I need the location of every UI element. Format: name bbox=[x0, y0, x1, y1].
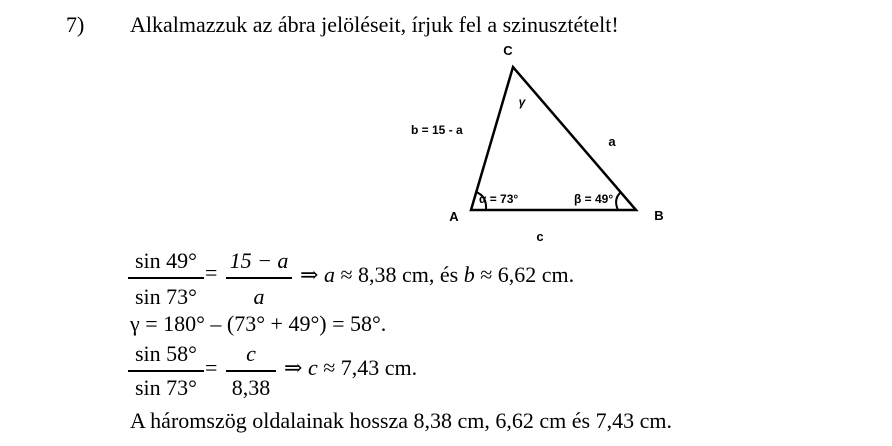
problem-number: 7) bbox=[66, 12, 85, 37]
eq1-lhs-denominator: sin 73° bbox=[135, 284, 197, 309]
eq1-rhs-fraction-bar bbox=[226, 277, 292, 279]
eq1-result-text-2: ≈ 6,62 cm. bbox=[474, 262, 575, 287]
eq1-equals: = bbox=[205, 260, 218, 285]
angle-gamma-label: γ bbox=[518, 95, 526, 109]
var-c: c bbox=[307, 355, 318, 380]
eq1-lhs-numerator: sin 49° bbox=[135, 248, 197, 273]
eq1-result-text-1: ≈ 8,38 cm, és bbox=[334, 262, 464, 287]
side-b-label: b = 15 - a bbox=[411, 123, 463, 137]
side-a-label: a bbox=[608, 134, 616, 149]
eq2-rhs-numerator: c bbox=[246, 341, 256, 366]
side-c-label: c bbox=[536, 229, 544, 244]
eq2-result-text: ≈ 7,43 cm. bbox=[317, 355, 418, 380]
vertex-b-label: B bbox=[654, 208, 664, 223]
eq2-equals: = bbox=[205, 355, 218, 380]
var-a: a bbox=[323, 262, 335, 287]
problem-statement: Alkalmazzuk az ábra jelöléseit, írjuk fel a szinusztételt! bbox=[130, 12, 619, 37]
vertex-c-label: C bbox=[503, 43, 513, 58]
eq2-result bbox=[284, 357, 417, 379]
eq1-lhs-fraction-bar bbox=[128, 277, 204, 279]
gamma-calculation: γ = 180° – (73° + 49°) = 58°. bbox=[130, 311, 387, 336]
angle-alpha-label: α = 73° bbox=[479, 192, 519, 206]
angle-beta-label: β = 49° bbox=[574, 192, 614, 206]
angle-beta-arc bbox=[616, 192, 621, 210]
eq2-lhs-fraction-bar bbox=[128, 370, 204, 372]
vertex-a-label: A bbox=[449, 209, 459, 224]
eq2-lhs-numerator: sin 58° bbox=[135, 341, 197, 366]
eq2-rhs-fraction-bar bbox=[226, 370, 276, 372]
implies-arrow: ⇒ bbox=[284, 355, 303, 380]
eq2-lhs-denominator: sin 73° bbox=[135, 375, 197, 400]
eq1-rhs-denominator: a bbox=[253, 284, 265, 309]
implies-arrow: ⇒ bbox=[300, 262, 319, 287]
eq1-result bbox=[300, 264, 574, 286]
eq1-rhs-numerator: 15 − a bbox=[229, 248, 289, 273]
conclusion: A háromszög oldalainak hossza 8,38 cm, 6,62 cm és 7,43 cm. bbox=[130, 408, 672, 433]
var-b: b bbox=[463, 262, 475, 287]
eq2-rhs-denominator: 8,38 bbox=[231, 375, 271, 400]
